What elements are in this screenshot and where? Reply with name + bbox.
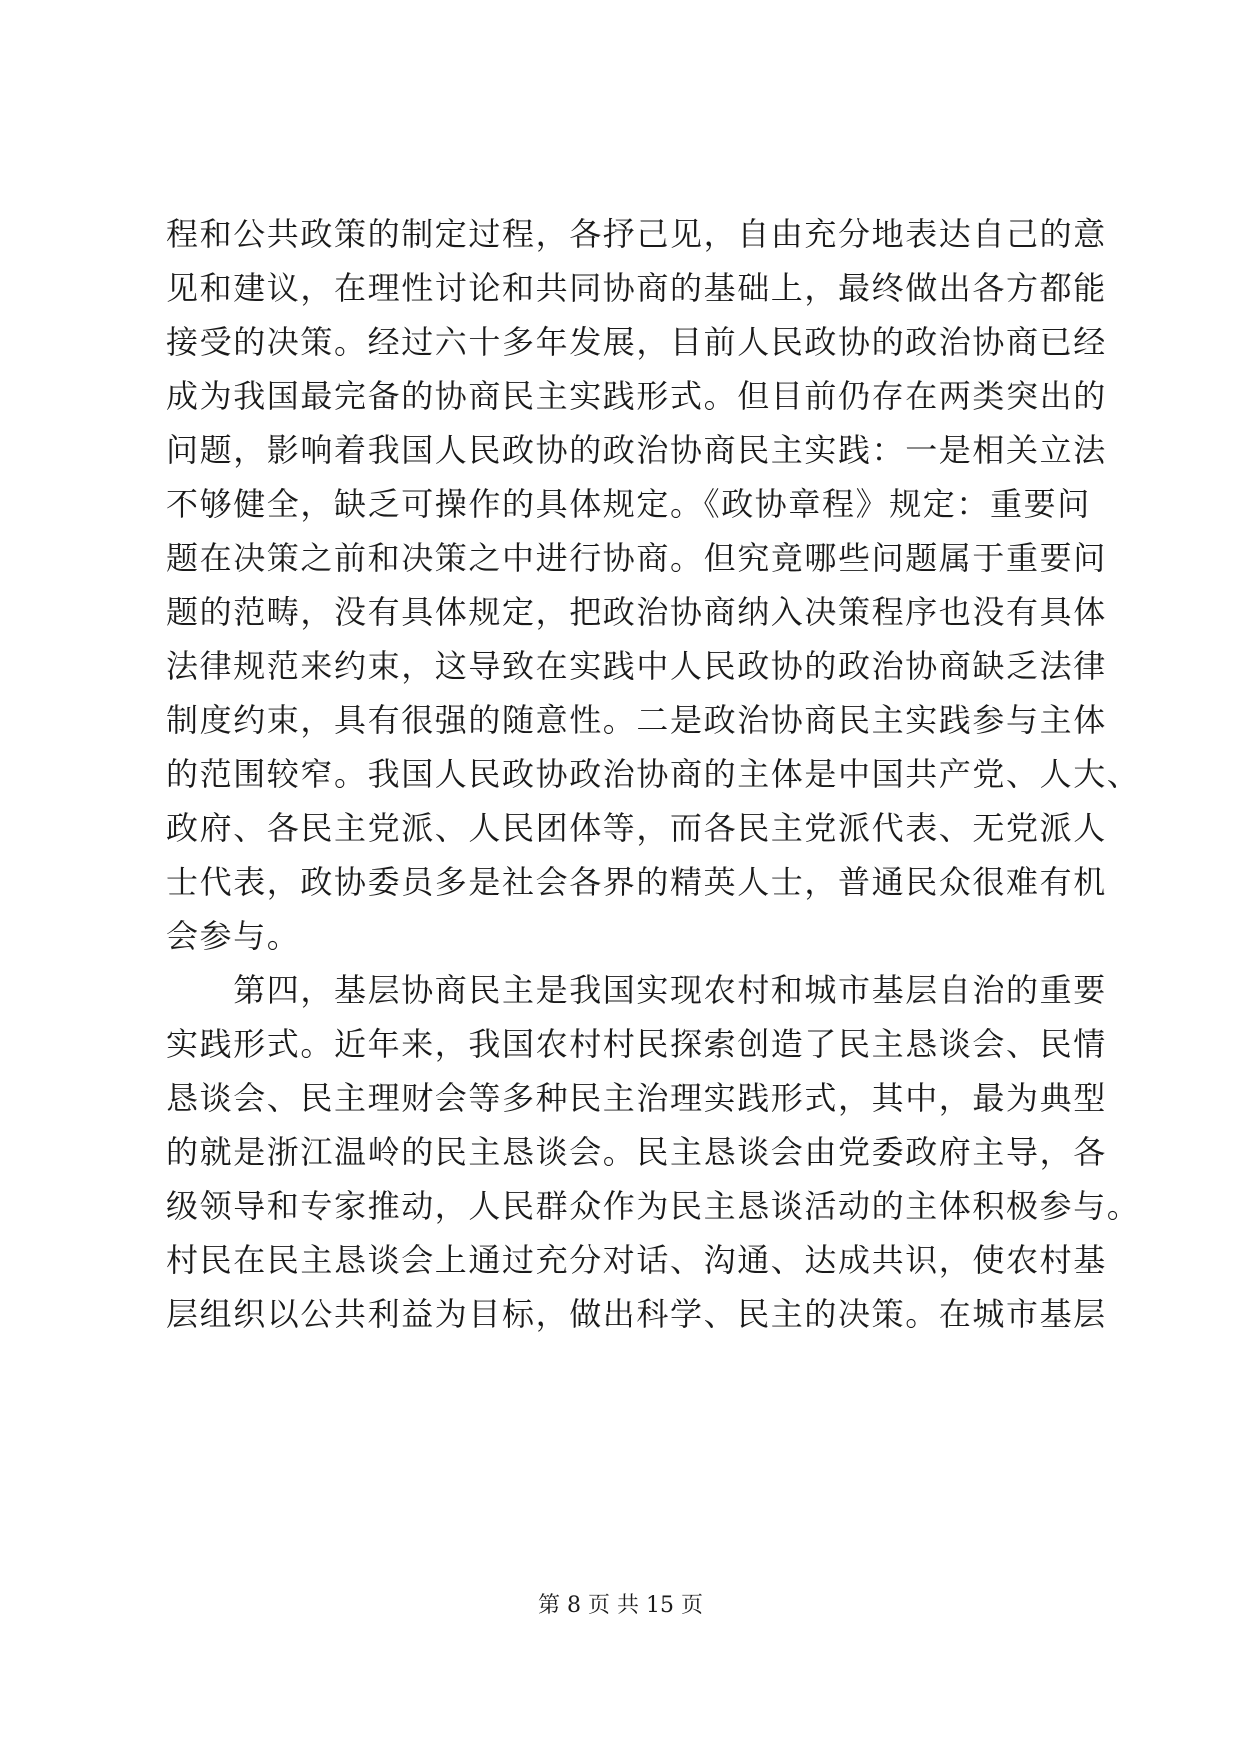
page-number: 第 8 页 共 15 页 <box>538 1593 703 1618</box>
text-line: 的就是浙江温岭的民主恳谈会。民主恳谈会由党委政府主导，各 <box>166 1133 1107 1171</box>
text-line: 级领导和专家推动，人民群众作为民主恳谈活动的主体积极参与。 <box>166 1187 1141 1225</box>
text-line: 层组织以公共利益为目标，做出科学、民主的决策。在城市基层 <box>166 1295 1107 1333</box>
text-line: 的范围较窄。我国人民政协政治协商的主体是中国共产党、人大、 <box>166 755 1141 793</box>
text-line: 见和建议，在理性讨论和共同协商的基础上，最终做出各方都能 <box>166 269 1107 307</box>
text-line: 程和公共政策的制定过程，各抒己见，自由充分地表达自己的意 <box>166 215 1107 253</box>
text-line: 接受的决策。经过六十多年发展，目前人民政协的政治协商已经 <box>166 323 1107 361</box>
text-line: 题在决策之前和决策之中进行协商。但究竟哪些问题属于重要问 <box>166 539 1107 577</box>
text-line: 村民在民主恳谈会上通过充分对话、沟通、达成共识，使农村基 <box>166 1241 1107 1279</box>
text-line: 实践形式。近年来，我国农村村民探索创造了民主恳谈会、民情 <box>166 1025 1107 1063</box>
text-line: 题的范畴，没有具体规定，把政治协商纳入决策程序也没有具体 <box>166 593 1107 631</box>
text-line: 士代表，政协委员多是社会各界的精英人士，普通民众很难有机 <box>166 863 1107 901</box>
text-line: 恳谈会、民主理财会等多种民主治理实践形式，其中，最为典型 <box>166 1079 1107 1117</box>
paragraph-start-line: 第四，基层协商民主是我国实现农村和城市基层自治的重要 <box>166 971 1107 1009</box>
text-line: 会参与。 <box>166 917 301 955</box>
text-line: 制度约束，具有很强的随意性。二是政治协商民主实践参与主体 <box>166 701 1107 739</box>
text-line: 问题，影响着我国人民政协的政治协商民主实践：一是相关立法 <box>166 431 1107 469</box>
text-line: 不够健全，缺乏可操作的具体规定。《政协章程》规定：重要问 <box>166 485 1091 523</box>
text-line: 政府、各民主党派、人民团体等，而各民主党派代表、无党派人 <box>166 809 1107 847</box>
text-line: 成为我国最完备的协商民主实践形式。但目前仍存在两类突出的 <box>166 377 1107 415</box>
text-line: 法律规范来约束，这导致在实践中人民政协的政治协商缺乏法律 <box>166 647 1107 685</box>
